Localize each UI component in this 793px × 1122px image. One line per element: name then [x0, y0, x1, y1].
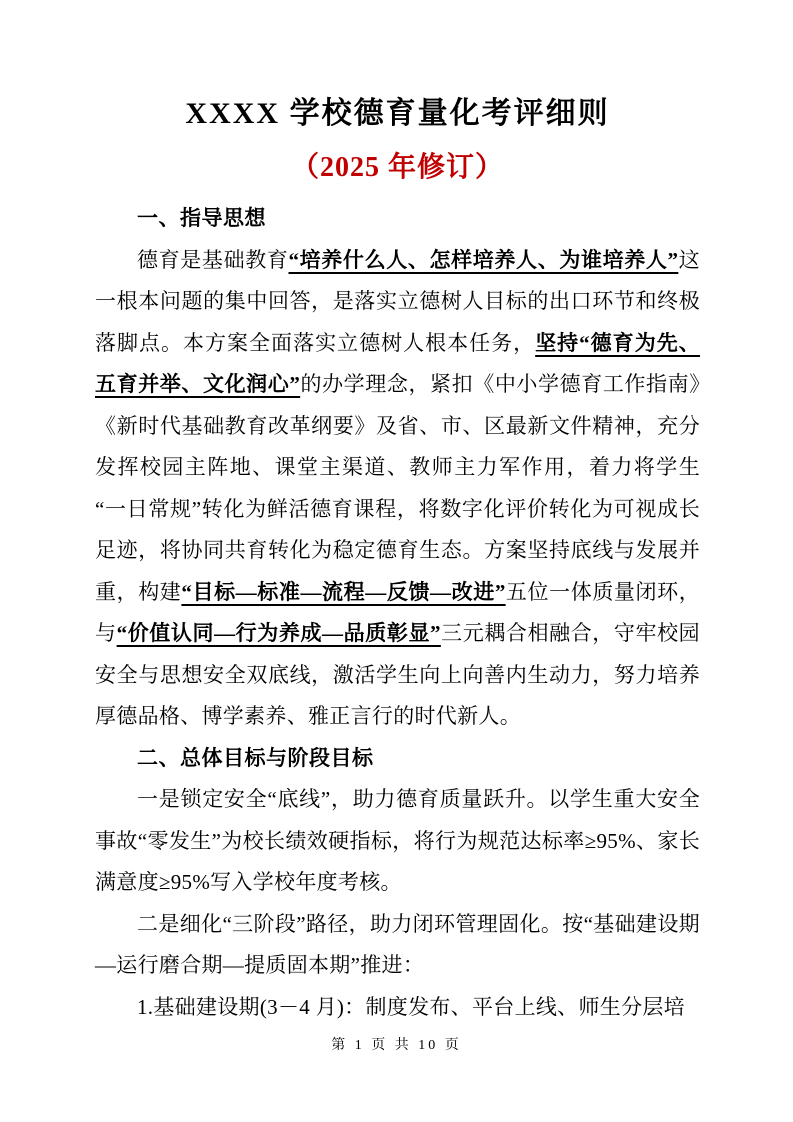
body-paragraph — [95, 904, 700, 987]
body-paragraph — [95, 987, 700, 1029]
emphasis-text: “价值认同—行为养成—品质彰显” — [116, 621, 441, 645]
section-guiding-ideology — [95, 198, 700, 738]
section-overall-goals — [95, 738, 700, 1029]
emphasis-text: 坚持“德育为先、五育并举、文化润心” — [95, 330, 701, 396]
section-heading: 二、总体目标与阶段目标 — [137, 745, 374, 770]
body-text: 这一根本问题的集中回答，是落实立德树人目标的出口环节和终极落脚点。本方案全面落实立德树人根本任务， — [95, 247, 700, 355]
body-text: 三元耦合相融合，守牢校园安全与思想安全双底线，激活学生向上向善内生动力，努力培养厚德品格、博学素养、雅正言行的时代新人。 — [95, 621, 700, 728]
body-text: 德育是基础教育 — [137, 247, 289, 272]
section-heading: 一、指导思想 — [137, 206, 266, 230]
emphasis-text: “目标—标准—流程—反馈—改进” — [181, 579, 506, 604]
page-number-footer: 第 1 页 共 10 页 — [331, 1038, 462, 1053]
document-subtitle: （2025 年修订） — [290, 152, 504, 183]
document-title: XXXX 学校德育量化考评细则 — [185, 97, 610, 130]
body-paragraph — [95, 240, 700, 738]
body-text: 五位一体质量闭环，与 — [95, 579, 701, 645]
body-text: 二是细化“三阶段”路径，助力闭环管理固化。按“基础建设期—运行磨合期—提质固本期”推进： — [95, 911, 700, 977]
body-text: 一是锁定安全“底线”，助力德育质量跃升。以学生重大安全事故“零发生”为校长绩效硬指标，将行为规范达标率≥95%、家长满意度≥95%写入学校年度考核。 — [95, 787, 700, 894]
body-text: 的办学理念，紧扣《中小学德育工作指南》《新时代基础教育改革纲要》及省、市、区最新文件精神，充分发挥校园主阵地、课堂主渠道、教师主力军作用，着力将学生“一日常规”转化为鲜活德育课程，将数字化评价转化为可视成长足迹，将协同共育转化为稳定德育生态。方案坚持底线与发展并重，构建 — [95, 372, 700, 604]
body-text: 1.基础建设期(3－4 月)：制度发布、平台上线、师生分层培 — [137, 994, 685, 1019]
body-paragraph — [95, 779, 700, 904]
emphasis-text: “培养什么人、怎样培养人、为谁培养人” — [288, 247, 679, 272]
